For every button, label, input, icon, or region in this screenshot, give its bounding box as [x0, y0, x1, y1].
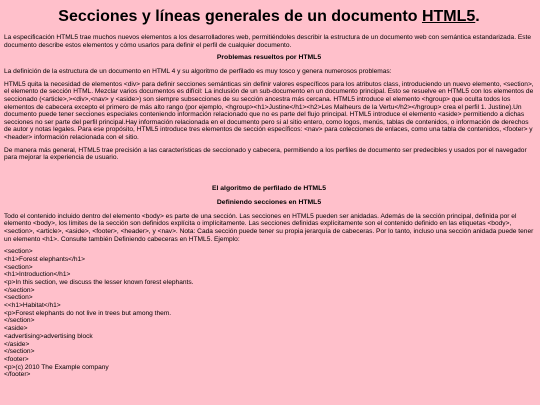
page-title: [4, 8, 534, 26]
page-title-prefix: Secciones y líneas generales de un documento: [58, 8, 422, 25]
algorithm-heading: El algoritmo de perfilado de HTML5: [211, 184, 327, 192]
problems-detail-paragraph: HTML5 quita la necesidad de elementos <div> para definir secciones semánticas sin definir valores específicos para los atributos class, introduciendo un nuevo elemento, <section>, el elemento de sección HTML. Mezclar varios documentos es difícil: La inclusión de un sub-documento en un documento principal. Esto se resuelve en HTML5 con los elementos de seccionado (<article>,><div>,<nav> y <aside>) son siempre subsecciones de su sección ancestra más cercana. HTML5 introduce el elemento <hgroup> que oculta todos los elementos de cabecera excepto el primero de más alto rango (por ejemplo, <hgroup><h1>Justine</h1><h2>Les Malheurs de la Vertu</h2></hgroup> crea el perfil 1. Justine).Un documento puede tener secciones especiales conteniendo información relacionado que no es parte del flujo principal. HTML5 introduce el elemento <aside> permitiendo a dichas secciones no ser parte del perfil principal.Hay información relacionada en el documento pero si al sitio entero, como logos, menús, tablas de contenidos, o información de derechos de autor y notas legales. Para ese propósito, HTML5 introduce tres elementos de sección específicos: <nav> para colecciones de enlaces, como una tabla de contenidos, <footer> y <header> información relacionada con el sitio.: [4, 80, 534, 141]
defining-heading: Definiendo secciones en HTML5: [216, 198, 322, 206]
section-spacer: [4, 167, 534, 185]
problems-heading: Problemas resueltos por HTML5: [216, 54, 322, 62]
problems-summary-paragraph: De manera más general, HTML5 trae precisión a las características de seccionado y cabecera, permitiendo a los perfiles de documento ser predecibles y usados por el navegador para mejorar la experiencia de usuario.: [4, 146, 527, 162]
page-title-html5: HTML5: [421, 8, 476, 25]
code-example: <section> <h1>Forest elephants</h1> <section> <h1>Introduction</h1> <p>In this section, we discuss the lesser known forest elephants. </section> <section> <<h1>Habitat</h1> <p>Forest elephants do not live in trees but among them. </section> <aside> <advertising>advertising block </aside> </section> <footer> <p>(c) 2010 The Example company </footer>: [4, 248, 194, 379]
problems-intro-paragraph: La definición de la estructura de un documento en HTML 4 y su algoritmo de perfilado es muy tosco y genera numerosos problemas:: [4, 68, 392, 76]
intro-paragraph: La especificación HTML5 trae muchos nuevos elementos a los desarrolladores web, permitiéndoles describir la estructura de un documento web con semántica estandarizada. Este documento describe estos elementos y cómo usarlos para definir el perfil de cualquier documento.: [4, 34, 532, 49]
page-title-suffix: .: [475, 8, 480, 25]
defining-paragraph: Todo el contenido incluido dentro del elemento <body> es parte de una sección. Las secciones en HTML5 pueden ser anidadas. Además de la sección principal, definida por el elemento <body>, los límites de la sección son definidos explícita o implícitamente. Las secciones definidas explícitamente son el contenido definido en las etiquetas <body>, <section>, <article>, <aside>, <footer>, <header>, y <nav>. Nota: Cada sección puede tener su propia jerarquía de cabeceras. Por lo tanto, incluso una sección anidada puede tener un elemento <h1>. Consulte también Definiendo cabeceras en HTML5. Ejemplo:: [4, 212, 534, 243]
